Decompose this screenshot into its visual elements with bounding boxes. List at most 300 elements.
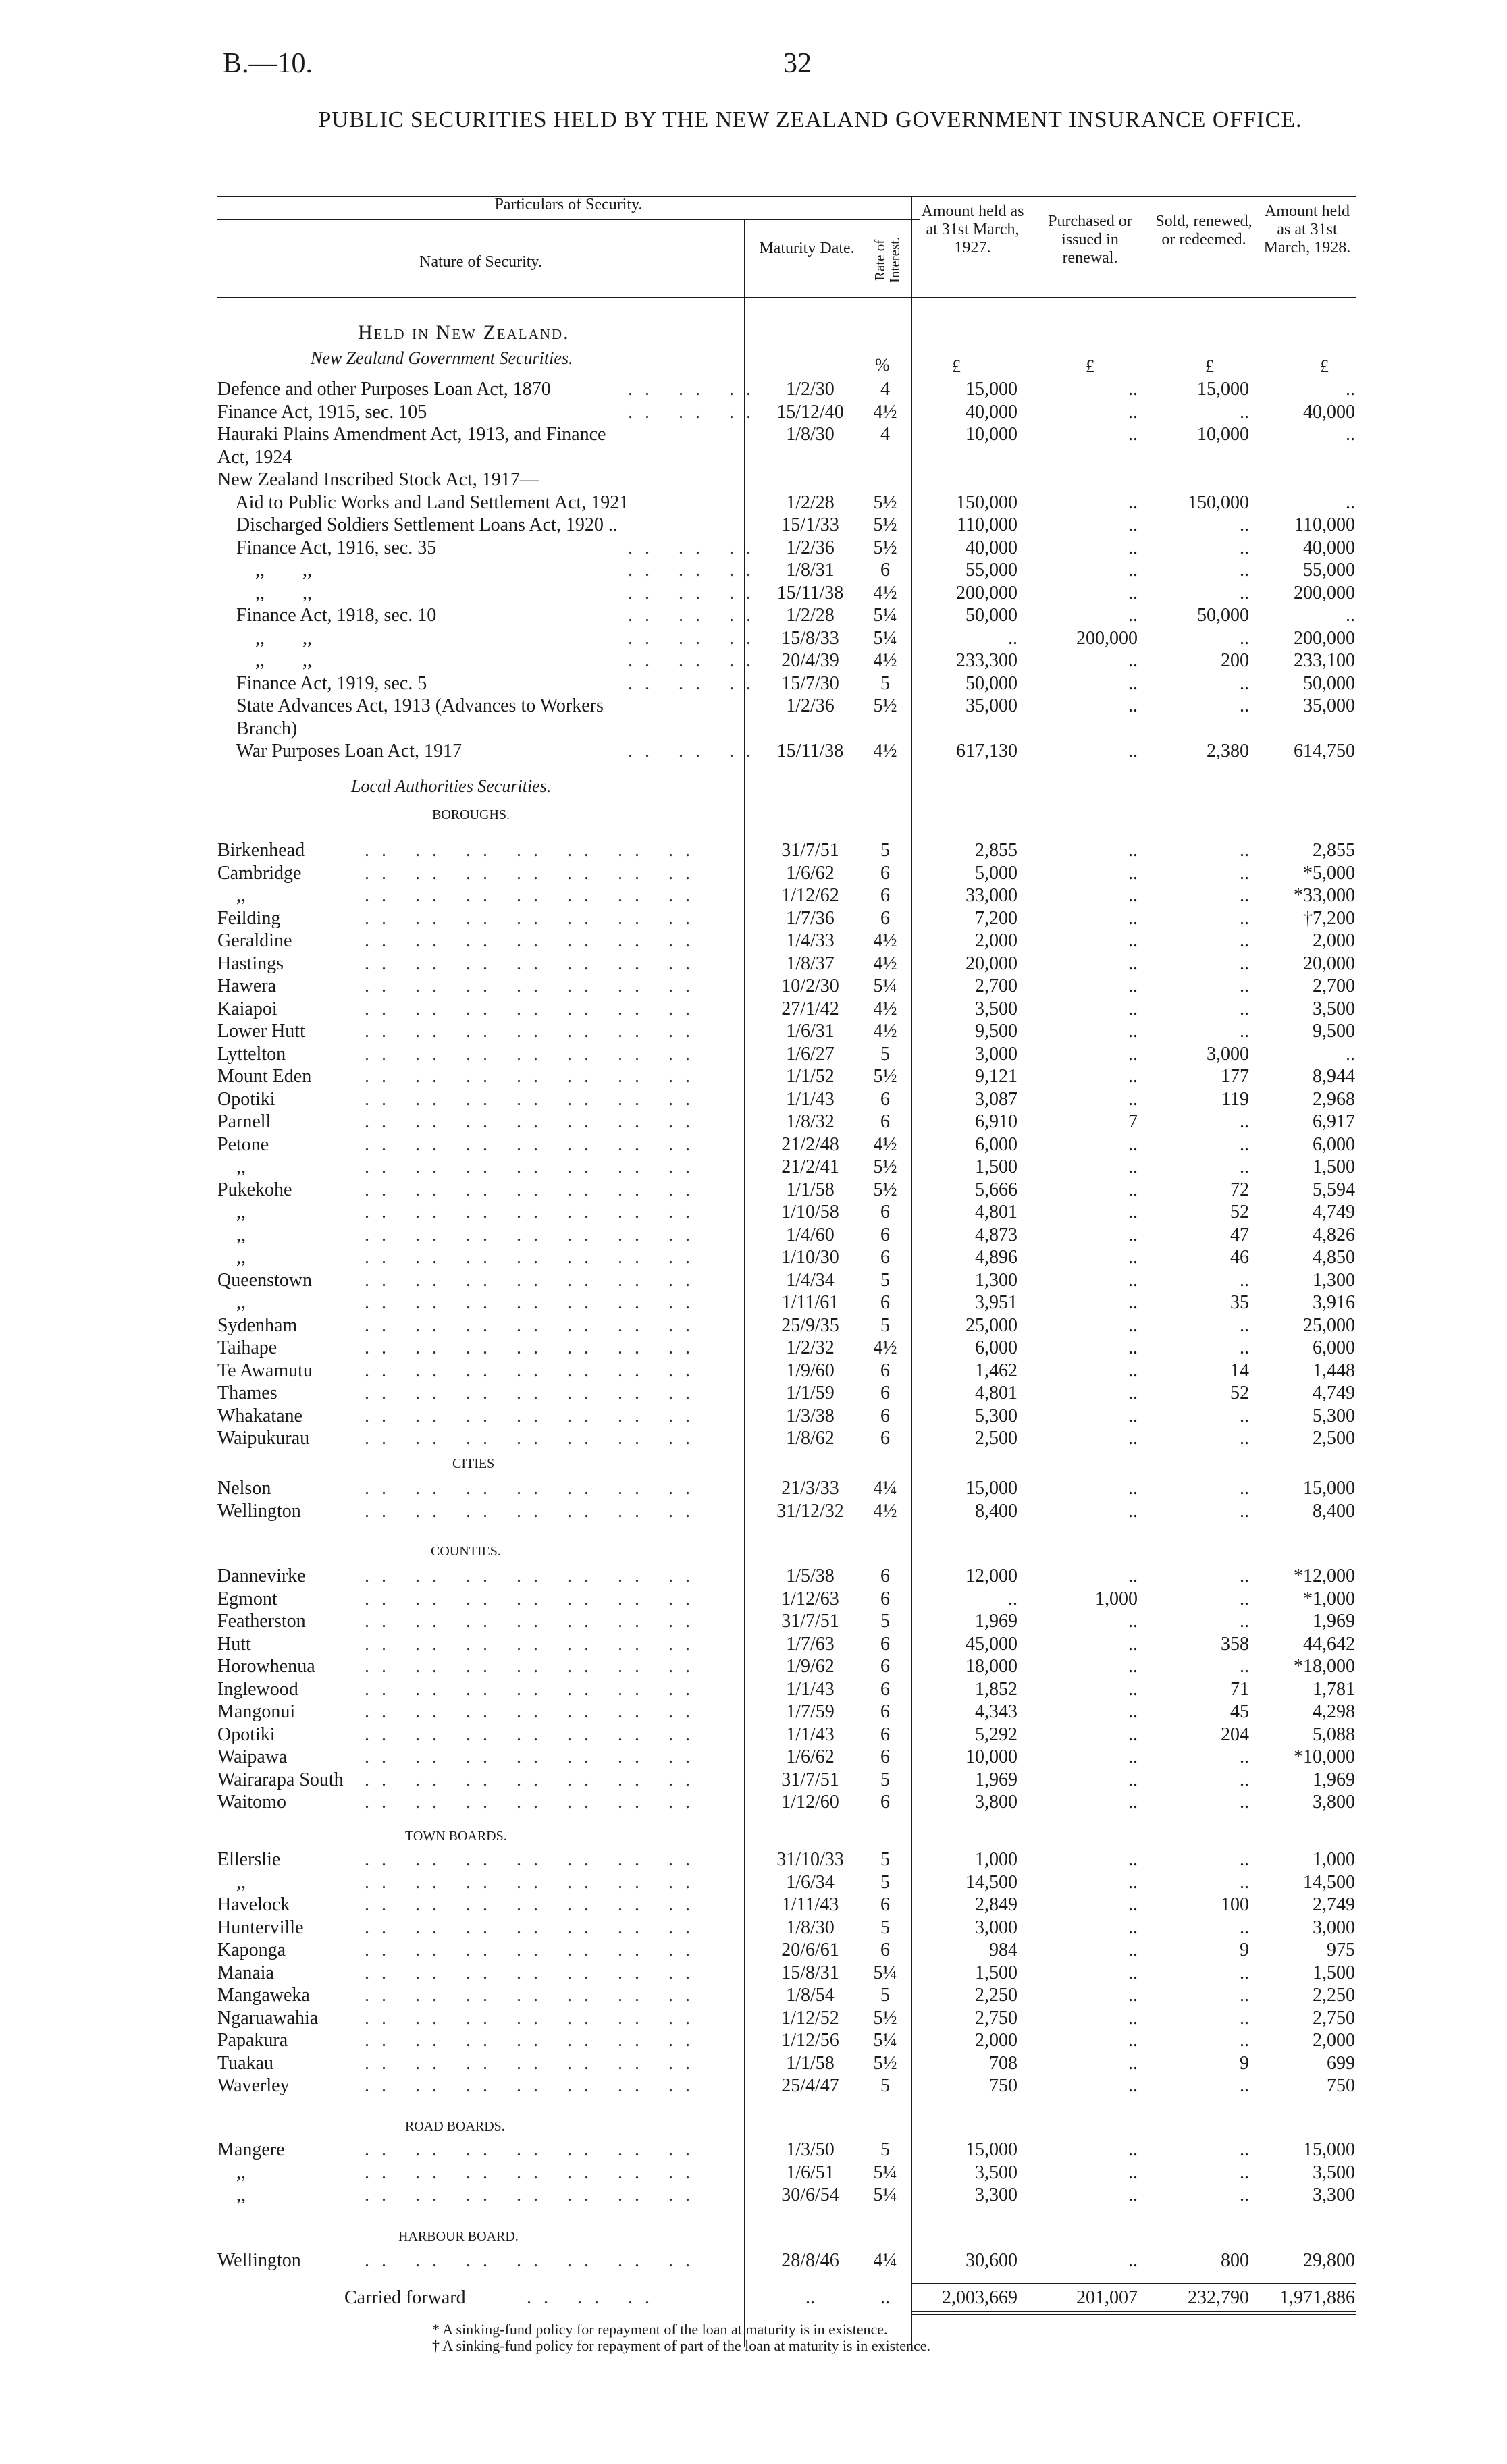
dot-leader: .. .. .. .. .. .. ..	[365, 840, 702, 861]
sold-cell: ..	[1240, 672, 1249, 694]
amount1927-cell: 10,000	[966, 424, 1017, 445]
maturity-cell: 1/1/43	[786, 1678, 835, 1700]
maturity-cell: 1/9/60	[786, 1360, 835, 1381]
amount1927-cell: 2,000	[975, 930, 1017, 951]
sold-cell: ..	[1240, 1428, 1249, 1449]
dot-leader: .. .. .. .. .. .. ..	[365, 2250, 702, 2271]
purchased-cell: ..	[1128, 605, 1138, 626]
sold-cell: ..	[1240, 514, 1249, 535]
security-name: State Advances Act, 1913 (Advances to Workers	[217, 695, 604, 716]
dot-leader: .. .. .. .. .. .. ..	[365, 1428, 702, 1449]
table-row	[0, 1962, 1507, 1985]
security-name: ,, ,,	[217, 650, 312, 671]
sold-cell: ..	[1240, 1501, 1249, 1522]
table-row	[0, 2249, 1507, 2272]
security-name: Waitomo	[217, 1792, 286, 1813]
purchased-cell: ..	[1128, 1247, 1138, 1268]
rate-cell: 5¼	[873, 2185, 897, 2205]
maturity-cell: 25/9/35	[781, 1314, 839, 1336]
rate-cell: 5¼	[873, 975, 897, 996]
amount1927-cell: 14,500	[966, 1871, 1017, 1893]
security-name: Kaponga	[217, 1939, 286, 1960]
sold-cell: ..	[1240, 627, 1249, 649]
purchased-cell: ..	[1128, 2007, 1138, 2029]
purchased-cell: ..	[1128, 1701, 1138, 1722]
security-name: War Purposes Loan Act, 1917	[217, 741, 462, 761]
purchased-cell: 1,000	[1095, 1588, 1138, 1609]
maturity-cell: 30/6/54	[781, 2185, 839, 2205]
amount1928-cell: 1,448	[1313, 1360, 1355, 1381]
amount1928-cell: 1,969	[1313, 1769, 1355, 1790]
amount1927-cell: 750	[989, 2075, 1017, 2096]
rate-cell: 4½	[873, 1501, 897, 1522]
amount1928-cell: 2,250	[1313, 1985, 1355, 2006]
amount1927-cell: 1,969	[975, 1769, 1017, 1790]
col-particulars-header: Particulars of Security.	[494, 196, 643, 213]
rate-cell: 6	[880, 1360, 890, 1381]
rate-cell: 4½	[873, 1337, 897, 1358]
maturity-cell: 1/11/61	[781, 1292, 839, 1313]
amount1928-cell: 14,500	[1303, 1871, 1355, 1893]
section-govt: New Zealand Government Securities.	[311, 348, 573, 368]
table-row	[0, 491, 1507, 514]
rate-cell: 6	[880, 1656, 890, 1677]
purchased-cell: ..	[1128, 1792, 1138, 1813]
amount1928-cell: 20,000	[1303, 953, 1355, 974]
amount1927-cell: 200,000	[956, 582, 1017, 604]
security-name: Sydenham	[217, 1314, 298, 1336]
maturity-cell: 1/8/62	[786, 1428, 835, 1449]
amount1927-cell: 4,343	[975, 1701, 1017, 1722]
table-row	[0, 423, 1507, 446]
amount1928-cell: 35,000	[1303, 695, 1355, 716]
amount1927-cell: 45,000	[966, 1633, 1017, 1655]
maturity-cell: 25/4/47	[781, 2075, 839, 2096]
amount1928-cell: 3,916	[1313, 1292, 1355, 1313]
dot-leader: .. .. .. .. .. .. ..	[365, 1939, 702, 1960]
maturity-cell: 1/6/62	[786, 862, 835, 884]
rate-cell: 6	[880, 1088, 890, 1110]
purchased-cell: ..	[1128, 2185, 1138, 2205]
sold-cell: ..	[1240, 1962, 1249, 1983]
table-row	[0, 2007, 1507, 2030]
rate-cell: 6	[880, 1678, 890, 1700]
table-row	[0, 1427, 1507, 1450]
sold-cell: 200	[1221, 650, 1249, 671]
maturity-cell: 1/10/30	[781, 1247, 839, 1268]
amount1927-cell: 20,000	[966, 953, 1017, 974]
table-row	[0, 953, 1507, 975]
maturity-cell: 21/2/48	[781, 1133, 839, 1155]
security-name: Finance Act, 1916, sec. 35	[217, 537, 437, 558]
maturity-cell: 21/2/41	[781, 1156, 839, 1177]
maturity-cell: 31/10/33	[776, 1849, 844, 1870]
dot-leader: .. .. .. .. .. .. ..	[365, 885, 702, 906]
security-name: Hastings	[217, 953, 284, 974]
security-name: Mangaweka	[217, 1985, 310, 2006]
security-name: Aid to Public Works and Land Settlement Act, 1921	[217, 491, 629, 513]
table-row	[0, 1939, 1507, 1962]
amount1927-cell: 8,400	[975, 1501, 1017, 1522]
amount1927-cell: 110,000	[957, 514, 1017, 535]
dot-leader: .. .. .. .. .. .. ..	[365, 1021, 702, 1042]
rate-cell: 4½	[873, 1133, 897, 1155]
table-row	[0, 604, 1507, 627]
maturity-cell: 1/7/59	[786, 1701, 835, 1722]
dot-leader: .. .. ..	[628, 605, 763, 626]
amount1928-cell: 750	[1327, 2075, 1355, 2096]
purchased-cell: ..	[1128, 1611, 1138, 1632]
amount1927-cell: 3,500	[975, 998, 1017, 1019]
table-row	[0, 1565, 1507, 1588]
section-cities: CITIES	[452, 1456, 495, 1471]
maturity-cell: 1/8/30	[786, 424, 835, 445]
rate-cell: 6	[880, 1405, 890, 1426]
amount1928-cell: 4,826	[1313, 1224, 1355, 1246]
sold-cell: ..	[1240, 1985, 1249, 2006]
security-name: Birkenhead	[217, 840, 305, 861]
maturity-cell: 28/8/46	[781, 2250, 839, 2271]
carried-forward-amount1927: 2,003,669	[942, 2287, 1017, 2308]
security-name: Hutt	[217, 1633, 251, 1655]
rate-cell: 5	[880, 2075, 890, 2096]
security-name: Tuakau	[217, 2052, 273, 2074]
amount1927-cell: 1,852	[975, 1678, 1017, 1700]
rate-cell: 5½	[873, 695, 897, 716]
amount1928-cell: ..	[1346, 1043, 1355, 1065]
table-row	[0, 1894, 1507, 1917]
purchased-cell: ..	[1128, 862, 1138, 884]
purchased-cell: ..	[1128, 582, 1138, 604]
rate-cell: 4¼	[873, 2250, 897, 2271]
security-name: Egmont	[217, 1588, 277, 1609]
purchased-cell: ..	[1128, 741, 1138, 761]
amount1928-cell: *10,000	[1294, 1746, 1355, 1767]
sold-cell: ..	[1240, 885, 1249, 906]
dot-leader: .. .. ..	[628, 741, 763, 761]
security-name: Finance Act, 1915, sec. 105	[217, 401, 427, 423]
amount1927-cell: 2,000	[975, 2030, 1017, 2051]
section-town: TOWN BOARDS.	[405, 1829, 507, 1844]
amount1928-cell: 40,000	[1303, 537, 1355, 558]
table-row	[0, 1848, 1507, 1871]
carried-forward-leader: .. .. ..	[527, 2287, 662, 2308]
amount1928-cell: 3,300	[1313, 2185, 1355, 2205]
dot-leader: .. .. ..	[628, 672, 763, 694]
maturity-cell: 27/1/42	[781, 998, 839, 1019]
amount1927-cell: 3,087	[975, 1088, 1017, 1110]
dot-leader: .. .. .. .. .. .. ..	[365, 1849, 702, 1870]
amount1927-cell: 3,951	[975, 1292, 1017, 1313]
amount1927-cell: 50,000	[966, 605, 1017, 626]
amount1928-cell: *12,000	[1294, 1565, 1355, 1586]
table-row	[0, 998, 1507, 1021]
sold-cell: 45	[1230, 1701, 1249, 1722]
maturity-cell: 1/7/36	[786, 907, 835, 929]
amount1928-cell: 3,500	[1313, 2162, 1355, 2183]
amount1928-cell: 25,000	[1303, 1314, 1355, 1336]
sold-cell: 119	[1221, 1088, 1249, 1110]
purchased-cell: ..	[1128, 1478, 1138, 1499]
purchased-cell: ..	[1128, 650, 1138, 671]
sold-cell: 9	[1240, 1939, 1249, 1960]
security-name: ,,	[217, 1292, 246, 1313]
dot-leader: .. .. ..	[628, 582, 763, 604]
sold-cell: 177	[1221, 1066, 1249, 1087]
security-name: ,,	[217, 885, 246, 906]
security-name: ,, ,,	[217, 560, 312, 581]
sold-cell: ..	[1240, 582, 1249, 604]
sold-cell: 52	[1230, 1202, 1249, 1223]
table-row	[0, 2184, 1507, 2207]
security-name: Pukekohe	[217, 1179, 292, 1200]
table-row	[0, 718, 1507, 741]
table-row	[0, 1337, 1507, 1360]
maturity-cell: 1/10/58	[781, 1202, 839, 1223]
maturity-cell: 1/6/31	[786, 1021, 835, 1042]
maturity-cell: 1/12/60	[781, 1792, 839, 1813]
rate-cell: 5¼	[873, 2030, 897, 2051]
maturity-cell: 1/8/37	[786, 953, 835, 974]
table-row	[0, 1020, 1507, 1043]
purchased-cell: ..	[1128, 1224, 1138, 1246]
dot-leader: .. .. .. .. .. .. ..	[365, 1133, 702, 1155]
maturity-cell: 1/8/54	[786, 1985, 835, 2006]
amount1928-cell: 15,000	[1303, 1478, 1355, 1499]
sold-cell: ..	[1240, 2139, 1249, 2160]
carried-forward-rate: ..	[880, 2287, 890, 2308]
rate-cell: 5	[880, 1269, 890, 1291]
dot-leader: .. .. .. .. .. .. ..	[365, 1269, 702, 1291]
table-row	[0, 1477, 1507, 1500]
table-row	[0, 1360, 1507, 1383]
security-name: Waverley	[217, 2075, 290, 2096]
rate-cell: 5¼	[873, 1962, 897, 1983]
amount1928-cell: 200,000	[1294, 627, 1355, 649]
sold-cell: 10,000	[1197, 424, 1249, 445]
purchased-cell: ..	[1128, 1656, 1138, 1677]
amount1927-cell: 2,500	[975, 1428, 1017, 1449]
purchased-cell: ..	[1128, 840, 1138, 861]
rate-cell: 6	[880, 1202, 890, 1223]
table-row	[0, 1088, 1507, 1111]
sold-cell: ..	[1240, 2007, 1249, 2029]
unit-pound-1928: £	[1320, 356, 1329, 376]
purchased-cell: 200,000	[1076, 627, 1138, 649]
unit-pound-purchased: £	[1086, 356, 1094, 376]
table-row	[0, 2162, 1507, 2185]
sold-cell: ..	[1240, 1156, 1249, 1177]
dot-leader: .. .. .. .. .. .. ..	[365, 1746, 702, 1767]
section-harbour: HARBOUR BOARD.	[398, 2229, 519, 2244]
rate-cell: 6	[880, 1633, 890, 1655]
dot-leader: .. .. .. .. .. .. ..	[365, 1701, 702, 1722]
table-row	[0, 1610, 1507, 1633]
rate-cell: 5½	[873, 491, 897, 513]
security-name: Queenstown	[217, 1269, 312, 1291]
sold-cell: ..	[1240, 975, 1249, 996]
purchased-cell: ..	[1128, 1894, 1138, 1915]
maturity-cell: 10/2/30	[781, 975, 839, 996]
col-amount1927-header: Amount held as at 31st March, 1927.	[921, 203, 1024, 257]
amount1928-cell: 6,917	[1313, 1111, 1355, 1132]
maturity-cell: 1/4/60	[786, 1224, 835, 1246]
maturity-cell: 1/3/50	[786, 2139, 835, 2160]
sold-cell: ..	[1240, 1656, 1249, 1677]
col-amount1928-header: Amount held as at 31st March, 1928.	[1263, 203, 1351, 257]
security-name: Papakura	[217, 2030, 288, 2051]
maturity-cell: 15/7/30	[781, 672, 839, 694]
maturity-cell: 1/2/36	[786, 695, 835, 716]
amount1928-cell: ..	[1346, 491, 1355, 513]
purchased-cell: ..	[1128, 1871, 1138, 1893]
amount1927-cell: 15,000	[966, 1478, 1017, 1499]
sold-cell: 358	[1221, 1633, 1249, 1655]
col-sold-header: Sold, renewed, or redeemed.	[1155, 213, 1252, 248]
rate-cell: 4½	[873, 1021, 897, 1042]
purchased-cell: ..	[1128, 1633, 1138, 1655]
carried-forward-rule-top	[911, 2283, 1356, 2284]
dot-leader: .. .. .. .. .. .. ..	[365, 1501, 702, 1522]
purchased-cell: ..	[1128, 1769, 1138, 1790]
table-row	[0, 1500, 1507, 1523]
sold-cell: ..	[1240, 1478, 1249, 1499]
purchased-cell: ..	[1128, 1428, 1138, 1449]
sold-cell: ..	[1240, 1314, 1249, 1336]
col-rate-header: Rate of Interest.	[872, 236, 903, 284]
security-name: Dannevirke	[217, 1565, 306, 1586]
security-name: Ngaruawahia	[217, 2007, 319, 2029]
purchased-cell: ..	[1128, 379, 1138, 400]
table-row	[0, 1678, 1507, 1701]
rate-cell: 4½	[873, 650, 897, 671]
security-name: Nelson	[217, 1478, 271, 1499]
sold-cell: ..	[1240, 695, 1249, 716]
rate-cell: 6	[880, 1224, 890, 1246]
security-name: Kaiapoi	[217, 998, 277, 1019]
maturity-cell: 1/1/58	[786, 1179, 835, 1200]
table-row	[0, 884, 1507, 907]
purchased-cell: ..	[1128, 885, 1138, 906]
amount1928-cell: 40,000	[1303, 401, 1355, 423]
maturity-cell: 1/2/30	[786, 379, 835, 400]
sold-cell: 3,000	[1207, 1043, 1249, 1065]
amount1928-cell: *33,000	[1294, 885, 1355, 906]
maturity-cell: 31/7/51	[781, 1769, 839, 1790]
amount1928-cell: *5,000	[1303, 862, 1355, 884]
security-name: ,,	[217, 1224, 246, 1246]
amount1928-cell: 55,000	[1303, 560, 1355, 581]
sold-cell: 2,380	[1207, 741, 1249, 761]
rate-cell: 5	[880, 1611, 890, 1632]
purchased-cell: ..	[1128, 1360, 1138, 1381]
amount1928-cell: 2,000	[1313, 930, 1355, 951]
rate-cell: 4½	[873, 401, 897, 423]
carried-forward-rule-bottom	[911, 2311, 1356, 2312]
table-row	[0, 1746, 1507, 1769]
security-name: Inglewood	[217, 1678, 298, 1700]
amount1927-cell: 4,896	[975, 1247, 1017, 1268]
amount1928-cell: 233,100	[1294, 650, 1355, 671]
security-name: Thames	[217, 1383, 277, 1403]
maturity-cell: 1/12/56	[781, 2030, 839, 2051]
table-row	[0, 1133, 1507, 1156]
dot-leader: .. .. .. .. .. .. ..	[365, 1179, 702, 1200]
security-name: Act, 1924	[217, 446, 292, 468]
table-row	[0, 627, 1507, 650]
carried-forward-maturity: ..	[805, 2287, 815, 2308]
amount1928-cell: 2,968	[1313, 1088, 1355, 1110]
security-name: ,,	[217, 1202, 246, 1223]
amount1927-cell: 984	[989, 1939, 1017, 1960]
amount1928-cell: 29,800	[1303, 2250, 1355, 2271]
maturity-cell: 1/1/58	[786, 2052, 835, 2074]
dot-leader: .. .. .. .. .. .. ..	[365, 1247, 702, 1268]
purchased-cell: ..	[1128, 1156, 1138, 1177]
purchased-cell: ..	[1128, 930, 1138, 951]
amount1928-cell: 975	[1327, 1939, 1355, 1960]
dot-leader: .. .. .. .. .. .. ..	[365, 1871, 702, 1893]
amount1928-cell: 614,750	[1294, 741, 1355, 761]
rate-cell: 6	[880, 1588, 890, 1609]
carried-forward-sold: 232,790	[1188, 2287, 1249, 2308]
purchased-cell: ..	[1128, 2250, 1138, 2271]
sold-cell: 100	[1221, 1894, 1249, 1915]
security-name: ,, ,,	[217, 627, 312, 649]
amount1927-cell: ..	[1008, 1588, 1017, 1609]
amount1927-cell: 1,300	[975, 1269, 1017, 1291]
purchased-cell: ..	[1128, 1849, 1138, 1870]
purchased-cell: ..	[1128, 1565, 1138, 1586]
maturity-cell: 1/11/43	[781, 1894, 839, 1915]
purchased-cell: ..	[1128, 1962, 1138, 1983]
security-name: Wellington	[217, 1501, 301, 1522]
security-name: Waipukurau	[217, 1428, 310, 1449]
amount1927-cell: 15,000	[966, 379, 1017, 400]
purchased-cell: ..	[1128, 1501, 1138, 1522]
amount1928-cell: 9,500	[1313, 1021, 1355, 1042]
rate-cell: 6	[880, 1428, 890, 1449]
rate-cell: 5	[880, 1769, 890, 1790]
maturity-cell: 1/8/32	[786, 1111, 835, 1132]
sold-cell: ..	[1240, 2162, 1249, 2183]
amount1928-cell: 15,000	[1303, 2139, 1355, 2160]
amount1928-cell: 5,594	[1313, 1179, 1355, 1200]
dot-leader: .. .. .. .. .. .. ..	[365, 1678, 702, 1700]
sold-cell: ..	[1240, 953, 1249, 974]
purchased-cell: ..	[1128, 1088, 1138, 1110]
sold-cell: 9	[1240, 2052, 1249, 2074]
amount1927-cell: 5,300	[975, 1405, 1017, 1426]
table-row	[0, 2029, 1507, 2052]
rate-cell: 6	[880, 1894, 890, 1915]
dot-leader: .. .. .. .. .. .. ..	[365, 1314, 702, 1336]
maturity-cell: 15/8/33	[781, 627, 839, 649]
footnote-sinking-fund: * A sinking-fund policy for repayment of the loan at maturity is in existence.	[432, 2321, 888, 2338]
sold-cell: ..	[1240, 560, 1249, 581]
table-row	[0, 672, 1507, 695]
amount1927-cell: 40,000	[966, 401, 1017, 423]
sold-cell: ..	[1240, 840, 1249, 861]
table-row	[0, 1588, 1507, 1611]
amount1927-cell: 2,750	[975, 2007, 1017, 2029]
amount1927-cell: 4,801	[975, 1202, 1017, 1223]
purchased-cell: ..	[1128, 537, 1138, 558]
amount1928-cell: ..	[1346, 424, 1355, 445]
rate-cell: 5¼	[873, 2162, 897, 2183]
amount1928-cell: 6,000	[1313, 1133, 1355, 1155]
dot-leader: .. .. .. .. .. .. ..	[365, 1360, 702, 1381]
